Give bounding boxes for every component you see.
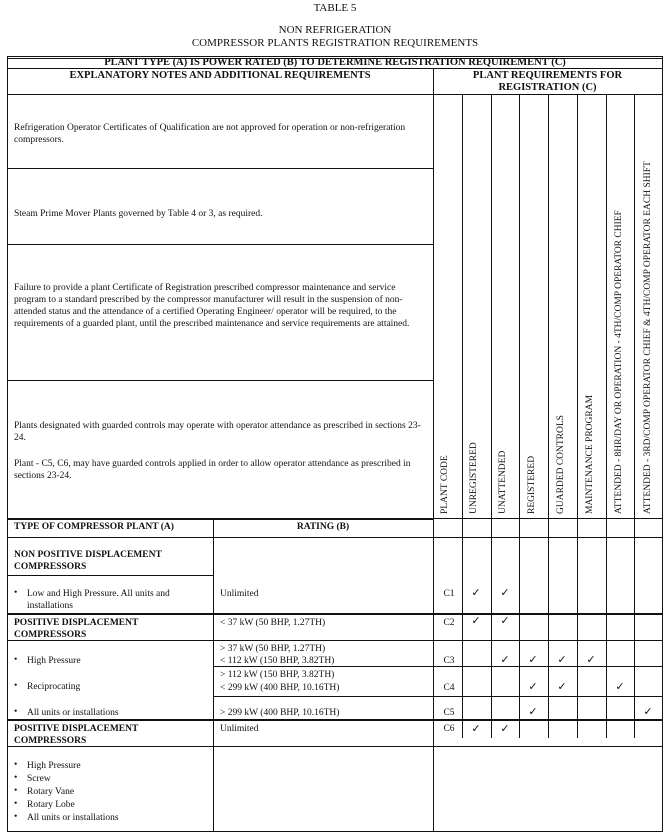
check-icon: ✓: [500, 587, 510, 599]
note-divider-1: [7, 168, 433, 169]
check-icon: ✓: [528, 654, 538, 666]
bullet-icon: •: [14, 655, 18, 665]
type-header: TYPE OF COMPRESSOR PLANT (A): [14, 522, 174, 532]
col-line-2: [491, 94, 492, 738]
group1-title-line-2: COMPRESSORS: [14, 562, 87, 572]
group2-title-line-1: POSITIVE DISPLACEMENT: [14, 618, 139, 628]
note-divider-3: [7, 380, 433, 381]
row-line-c2-top: [7, 613, 662, 615]
rating-c4-line-1: > 112 kW (150 BHP, 3.82TH): [220, 670, 335, 680]
bullet-icon: •: [14, 773, 18, 783]
req-header-line-2: REGISTRATION (C): [498, 82, 597, 93]
group3-item-high-pressure: High Pressure: [27, 761, 81, 771]
table-title-line-2: COMPRESSOR PLANTS REGISTRATION REQUIREMENTS: [191, 37, 479, 49]
rating-c3-line-1: > 37 kW (50 BHP, 1.27TH): [220, 644, 326, 654]
table-number: TABLE 5: [313, 2, 357, 14]
bullet-icon: •: [14, 786, 18, 796]
notes-header-bottom-line: [7, 94, 433, 95]
check-icon: ✓: [500, 723, 510, 735]
col-label-unattended: UNATTENDED: [498, 450, 508, 514]
group2-item-high-pressure: High Pressure: [27, 656, 81, 666]
code-c1: C1: [443, 589, 455, 599]
note-divider-2: [7, 244, 433, 245]
group3-title-line-2: COMPRESSORS: [14, 736, 87, 746]
group3-title-line-1: POSITIVE DISPLACEMENT: [14, 724, 139, 734]
rating-c3-line-2: < 112 kW (150 BHP, 3.82TH): [220, 656, 335, 666]
rating-c5: > 299 kW (400 BHP, 10.16TH): [220, 708, 340, 718]
type-rating-divider: [213, 518, 214, 832]
row-line-c6-top: [7, 719, 662, 721]
bullet-icon: •: [14, 588, 18, 598]
check-icon: ✓: [557, 681, 567, 693]
bullet-icon: •: [14, 707, 18, 717]
check-icon: ✓: [500, 615, 510, 627]
code-c6: C6: [443, 724, 455, 734]
rating-c2: < 37 kW (50 BHP, 1.27TH): [220, 618, 326, 628]
code-c5: C5: [443, 708, 455, 718]
table-title-line-1: NON REFRIGERATION: [278, 24, 392, 36]
rating-header: RATING (B): [296, 522, 350, 532]
check-icon: ✓: [586, 654, 596, 666]
check-icon: ✓: [471, 723, 481, 735]
notes-header: EXPLANATORY NOTES AND ADDITIONAL REQUIREMENTS: [69, 70, 371, 81]
main-divider: [433, 68, 434, 832]
check-icon: ✓: [528, 681, 538, 693]
row-line-c5-top: [213, 696, 662, 697]
note-guarded-2: Plant - C5, C6, may have guarded controls applied in order to allow operator attendance as prescribed in sections 23-24.: [14, 459, 411, 481]
note-refrigeration: Refrigeration Operator Certificates of Qualification are not approved for operation or non-refrigeration compressors.: [14, 123, 406, 145]
group2-title-line-2: COMPRESSORS: [14, 630, 87, 640]
plant-type-band: PLANT TYPE (A) IS POWER RATED (B) TO DETERMINE REGISTRATION REQUIREMENT (C): [104, 57, 566, 68]
row-line-c1-top: [7, 537, 662, 538]
col-label-attended-3rd: ATTENDED - 3RD/COMP OPERATOR CHIEF & 4TH/COMP OPERATOR EACH SHIFT: [643, 161, 653, 514]
check-icon: ✓: [643, 706, 653, 718]
bullet-icon: •: [14, 760, 18, 770]
check-icon: ✓: [471, 615, 481, 627]
code-c3: C3: [443, 656, 455, 666]
bullet-icon: •: [14, 681, 18, 691]
code-c4: C4: [443, 683, 455, 693]
note-steam: Steam Prime Mover Plants governed by Table 4 or 3, as required.: [14, 209, 263, 219]
col-line-3: [519, 94, 520, 738]
type-header-top-line: [7, 518, 433, 520]
rating-c6: Unlimited: [220, 724, 259, 734]
col-line-6: [606, 94, 607, 738]
outer-right-border: [662, 56, 663, 832]
group1-item-line-2: installations: [27, 601, 73, 611]
bullet-icon: •: [14, 812, 18, 822]
note-guarded-1: Plants designated with guarded controls may operate with operator attendance as prescribed in sections 23-24.: [14, 421, 421, 443]
col-label-maintenance-program: MAINTENANCE PROGRAM: [585, 394, 595, 514]
outer-bottom-border: [7, 831, 663, 832]
check-icon: ✓: [615, 681, 625, 693]
bullet-icon: •: [14, 799, 18, 809]
col-line-4: [548, 94, 549, 738]
grid-line-code-header: [433, 518, 662, 519]
rating-c1: Unlimited: [220, 589, 259, 599]
rating-c4-line-2: < 299 kW (400 BHP, 10.16TH): [220, 683, 340, 693]
col-label-unregistered: UNREGISTERED: [469, 442, 479, 514]
group1-item-line-1: Low and High Pressure. All units and: [27, 589, 170, 599]
group1-title-line-1: NON POSITIVE DISPLACEMENT: [14, 550, 162, 560]
group2-item-reciprocating: Reciprocating: [27, 682, 81, 692]
group2-item-all-units: All units or installations: [27, 708, 119, 718]
row-line-c3-top: [7, 640, 662, 641]
col-line-5: [577, 94, 578, 738]
note-failure: Failure to provide a plant Certificate of Registration prescribed compressor maintenance and service program to a standard prescribed by the compressor manufacturer will result in the suspension of non-attended status and the attendance of a certified Operating Engineer/ operator will be required, to the requirements of a guarded plant, until the prescribed maintenance and service requirements are attained.: [14, 283, 410, 329]
row-line-g1-title-bottom: [7, 575, 213, 576]
check-icon: ✓: [500, 654, 510, 666]
col-label-plant-code: PLANT CODE: [440, 455, 450, 514]
col-line-1: [462, 94, 463, 738]
col-label-guarded-controls: GUARDED CONTROLS: [556, 415, 566, 514]
col-label-attended-8hr: ATTENDED - 8HR/DAY OR OPERATION - 4TH/COMP OPERATOR CHIEF: [614, 210, 624, 514]
group3-item-all-units: All units or installations: [27, 813, 119, 823]
check-icon: ✓: [528, 706, 538, 718]
outer-left-border: [7, 56, 8, 832]
col-label-registered: REGISTERED: [527, 455, 537, 514]
group3-item-rotary-vane: Rotary Vane: [27, 787, 75, 797]
group3-item-screw: Screw: [27, 774, 51, 784]
req-header-line-1: PLANT REQUIREMENTS FOR: [472, 70, 623, 81]
col-line-7: [634, 94, 635, 738]
row-line-c6-bottom: [213, 746, 662, 747]
code-c2: C2: [443, 618, 455, 628]
group3-item-rotary-lobe: Rotary Lobe: [27, 800, 75, 810]
check-icon: ✓: [471, 587, 481, 599]
check-icon: ✓: [557, 654, 567, 666]
